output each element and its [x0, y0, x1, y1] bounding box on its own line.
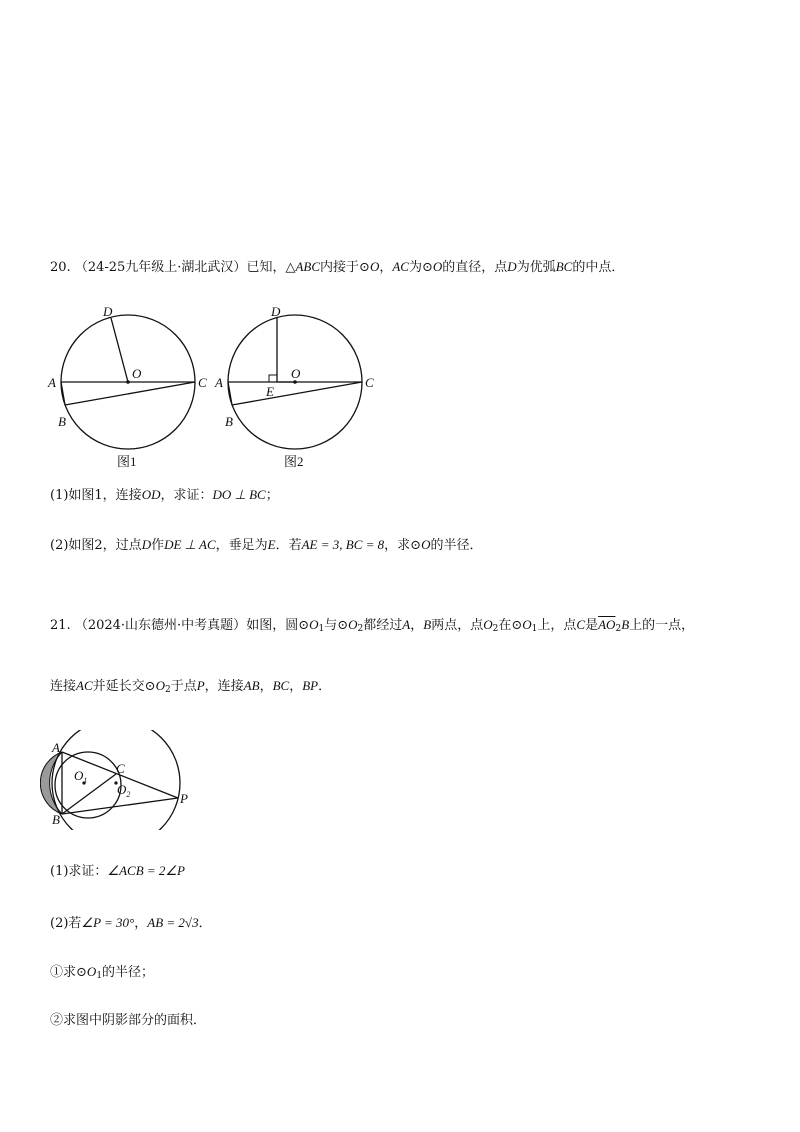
circle-symbol: ⊙ — [511, 618, 523, 633]
label-o2: $O_2$ — [117, 782, 131, 799]
q21-stem-line-2: 连接AC并延长交$⊙O_2$于点P，连接AB，BC，BP． — [50, 678, 332, 695]
figure-2 — [210, 300, 390, 475]
label-c: C — [116, 761, 125, 776]
label-b: B — [52, 812, 60, 827]
label-d: D — [103, 304, 113, 319]
figure-caption: 图2 — [284, 454, 304, 469]
q21-stem-line-1: 21. （2024·山东德州·中考真题）如图，圆$⊙O_1$与$⊙O_2$都经过A，B两点，点$O_2$在$⊙O_1$上，点C是$\overline{AO}_2B$上的一点， — [50, 617, 695, 634]
q20-part-1: (1)如图1，连接OD，求证：DO ⊥ BC； — [50, 487, 279, 503]
label-c: C — [198, 375, 207, 390]
label-c: C — [365, 375, 374, 390]
label-a: A — [215, 375, 223, 390]
question-source: （24-25九年级上·湖北武汉） — [74, 260, 247, 275]
arc-notation: $\overline{AO}$ — [598, 617, 616, 632]
circle-symbol: ⊙ — [76, 965, 87, 980]
q21-part-1: (1)求证：∠ACB = 2∠P — [50, 863, 185, 879]
question-number: 20. — [50, 260, 71, 275]
q21-subpart-2: ②求图中阴影部分的面积． — [50, 1013, 207, 1028]
circle-symbol: ⊙ — [421, 260, 433, 275]
question-source: （2024·山东德州·中考真题） — [74, 618, 247, 633]
label-a: A — [52, 740, 60, 755]
label-e: E — [266, 384, 274, 399]
figure-caption: 图1 — [117, 454, 137, 469]
label-o: O — [291, 366, 301, 381]
label-b: B — [225, 414, 233, 429]
q21-part-2: (2)若∠P = 30°，AB = 2√3． — [50, 915, 212, 931]
q20-part-2: (2)如图2，过点D作DE ⊥ AC，垂足为E．若AE = 3, BC = 8，求⊙O的半径． — [50, 537, 483, 553]
label-o: O — [132, 366, 142, 381]
question-number: 21. — [50, 618, 71, 633]
q21-subpart-1: ①求$⊙O_1$的半径； — [50, 964, 155, 981]
label-p: P — [180, 791, 188, 806]
circle-symbol: ⊙ — [410, 538, 422, 553]
label-b: B — [58, 414, 66, 429]
figure-q21 — [40, 730, 200, 830]
circle-symbol: ⊙ — [298, 618, 310, 633]
label-o1: $O_1$ — [74, 768, 88, 785]
q20-stem: 20. （24-25九年级上·湖北武汉）已知，△ABC内接于⊙O，AC为⊙O的直径，点D为优弧BC的中点． — [50, 259, 625, 275]
circle-symbol: ⊙ — [337, 618, 349, 633]
label-d: D — [271, 304, 281, 319]
circle-symbol: ⊙ — [359, 260, 370, 275]
label-a: A — [48, 375, 56, 390]
circle-symbol: ⊙ — [144, 679, 156, 694]
figure-1 — [40, 300, 220, 475]
